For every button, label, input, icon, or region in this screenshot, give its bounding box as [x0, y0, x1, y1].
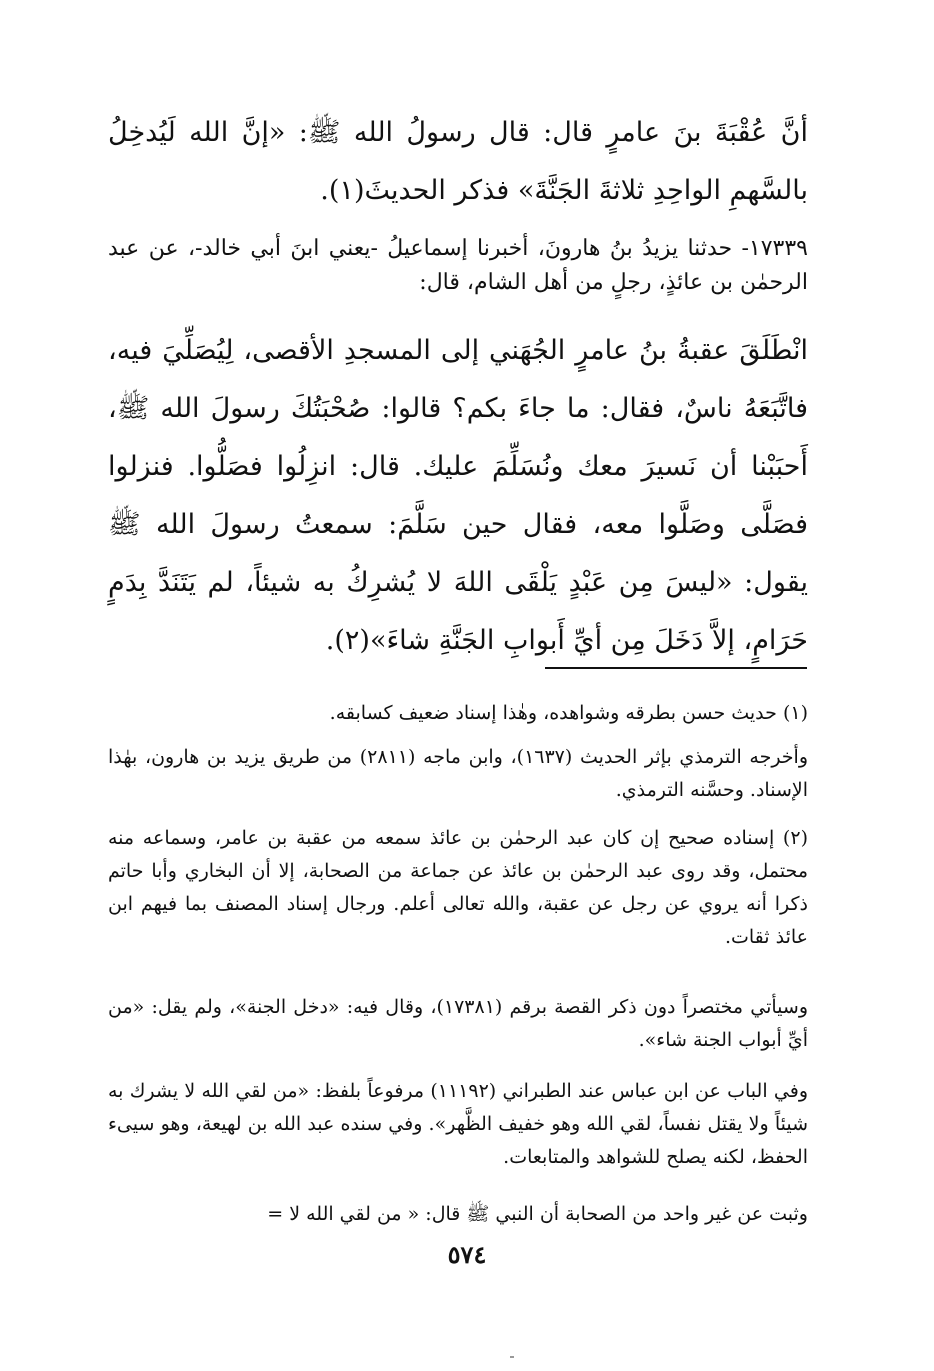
- footnote-1: (١) حديث حسن بطرقه وشواهده، وهٰذا إسناد ضعيف كسابقه.: [329, 702, 808, 724]
- footnote-2: (٢) إسناده صحيح إن كان عبد الرحمٰن بن عائذ سمعه من عقبة بن عامر، وسماعه منه محتمل، وقد روى عبد الرحمٰن بن عائذ عن جماعة من الصحابة، إلا أن البخاري وأبا حاتم ذكرا أنه يروي عن رجل عن عقبة، والله تعالى أعلم. ورجال إسناد المصنف بما فيهم ابن عائذ ثقات.: [108, 827, 808, 948]
- scan-speck: [510, 1356, 514, 1358]
- hadith-17339-matn: انْطَلَقَ عقبةُ بنُ عامرٍ الجُهَني إلى المسجدِ الأقصى، لِيُصَلِّيَ فيه، فاتَّبَعَهُ ناسٌ، فقال: ما جاءَ بكم؟ قالوا: صُحْبَتُكَ رسولَ الله ﷺ، أَحبَبْنا أن نَسيرَ معك ونُسَلِّمَ عليك. قال: انزِلُوا فصَلُّوا. فنزلوا فصَلَّى وصَلَّوا معه، فقال حين سَلَّمَ: سمعتُ رسولَ الله ﷺ يقول: «ليسَ مِن عَبْدٍ يَلْقَى اللهَ لا يُشرِكُ به شيئاً، لم يَتَنَدَّ بِدَمٍ حَرَامٍ، إلاَّ دَخَلَ مِن أيِّ أَبوابِ الجَنَّةِ شاءَ»(٢).: [108, 335, 808, 656]
- footnote-2-continuation: وثبت عن غير واحد من الصحابة أن النبي ﷺ قال: « من لقي الله لا =: [267, 1203, 808, 1225]
- footnote-1-continued: وأخرجه الترمذي بإثر الحديث (١٦٣٧)، وابن ماجه (٢٨١١) من طريق يزيد بن هارون، بهٰذا الإسناد. وحسَّنه الترمذي.: [108, 746, 809, 801]
- footnote-divider: [545, 667, 807, 669]
- hadith-17339-isnad: ١٧٣٣٩- حدثنا يزيدُ بنُ هارونَ، أخبرنا إسماعيلُ -يعني ابنَ أبي خالد-، عن عبد الرحمٰن بن عائذٍ، رجلٍ من أهل الشام، قال:: [108, 236, 808, 295]
- footnote-2-parallel-narration: وفي الباب عن ابن عباس عند الطبراني (١١١٩٢) مرفوعاً بلفظ: «من لقي الله لا يشرك به شيئاً ولا يقتل نفساً، لقي الله وهو خفيف الظَّهر». وفي سنده عبد الله بن لهيعة، وهو سيىء الحفظ، لكنه يصلح للشواهد والمتابعات.: [108, 1080, 808, 1168]
- page-number: ٥٧٤: [447, 1240, 487, 1269]
- footnote-2-cross-reference: وسيأتي مختصراً دون ذكر القصة برقم (١٧٣٨١)، وقال فيه: «دخل الجنة»، ولم يقل: «من أيِّ أبواب الجنة شاء».: [108, 996, 808, 1051]
- hadith-text-previous: أنَّ عُقْبَةَ بنَ عامرٍ قال: قال رسولُ الله ﷺ: «إنَّ الله لَيُدخِلُ بالسَّهمِ الواحِدِ ثلاثةَ الجَنَّةَ» فذكر الحديثَ(١).: [108, 117, 808, 206]
